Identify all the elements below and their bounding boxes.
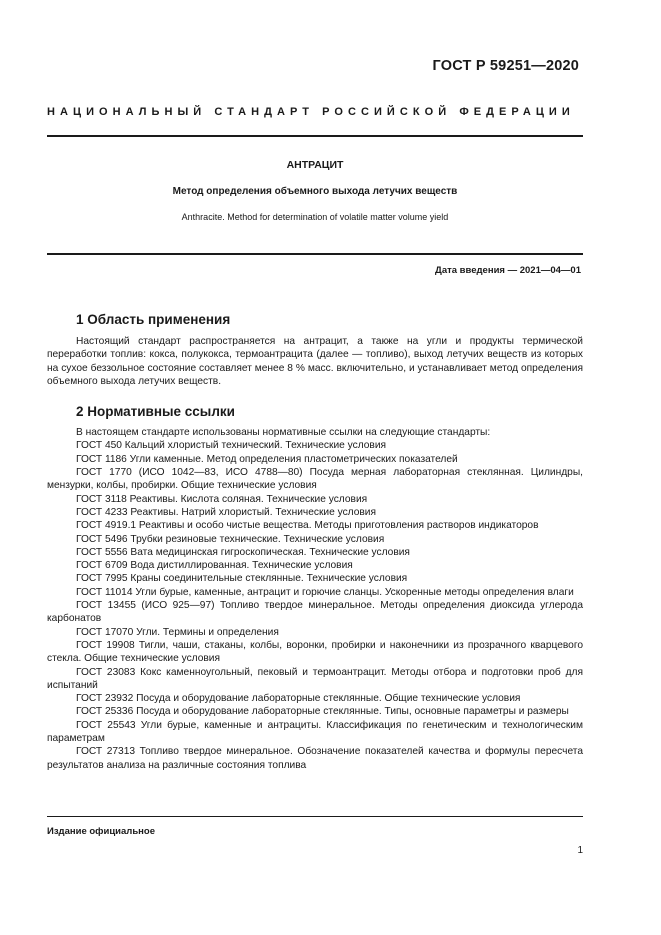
reference-item: ГОСТ 5496 Трубки резиновые технические. Технические условия — [76, 533, 385, 545]
reference-item: ГОСТ 13455 (ИСО 925—97) Топливо твердое минеральное. Методы определения диоксида углерода карбонатов — [47, 600, 583, 625]
reference-item: ГОСТ 6709 Вода дистиллированная. Технические условия — [76, 560, 353, 572]
reference-item: ГОСТ 1186 Угли каменные. Метод определения пластометрических показателей — [76, 453, 458, 465]
reference-item: ГОСТ 23932 Посуда и оборудование лабораторные стеклянные. Общие технические условия — [76, 693, 521, 705]
reference-item: ГОСТ 5556 Вата медицинская гигроскопическая. Технические условия — [76, 546, 410, 558]
reference-item: ГОСТ 4233 Реактивы. Натрий хлористый. Технические условия — [76, 506, 377, 518]
references-intro: В настоящем стандарте использованы нормативные ссылки на следующие стандарты: — [76, 427, 491, 439]
reference-item: ГОСТ 23083 Кокс каменноугольный, пековый и термоантрацит. Методы отбора и подготовки проб для испытаний — [47, 666, 583, 691]
reference-item: ГОСТ 25336 Посуда и оборудование лабораторные стеклянные. Типы, основные параметры и размеры — [76, 706, 569, 718]
document-title: АНТРАЦИТ — [286, 159, 344, 171]
reference-item: ГОСТ 11014 Угли бурые, каменные, антрацит и горючие сланцы. Ускоренные методы определения влаги — [76, 586, 574, 598]
introduction-date: Дата введения — 2021—04—01 — [435, 265, 581, 276]
reference-item: ГОСТ 17070 Угли. Термины и определения — [76, 626, 279, 638]
gost-number: ГОСТ Р 59251—2020 — [432, 58, 579, 74]
english-title: Anthracite. Method for determination of volatile matter volume yield — [181, 212, 449, 222]
page-number: 1 — [577, 845, 583, 856]
document-body — [47, 312, 583, 772]
reference-item: ГОСТ 27313 Топливо твердое минеральное. Обозначение показателей качества и формулы пересчета результатов анализа на различные состояния топлива — [47, 746, 583, 771]
reference-item: ГОСТ 4919.1 Реактивы и особо чистые вещества. Методы приготовления растворов индикаторов — [76, 520, 539, 532]
reference-item: ГОСТ 1770 (ИСО 1042—83, ИСО 4788—80) Посуда мерная лабораторная стеклянная. Цилиндры, мензурки, колбы, пробирки. Общие технические условия — [47, 467, 583, 492]
reference-item: ГОСТ 7995 Краны соединительные стеклянные. Технические условия — [76, 573, 408, 585]
reference-item: ГОСТ 450 Кальций хлористый технический. Технические условия — [76, 440, 387, 452]
top-divider — [47, 135, 583, 137]
reference-item: ГОСТ 3118 Реактивы. Кислота соляная. Технические условия — [76, 493, 368, 505]
section-scope — [47, 312, 583, 388]
title-divider — [47, 253, 583, 255]
edition-label: Издание официальное — [47, 826, 155, 837]
section-references — [47, 404, 583, 772]
reference-item: ГОСТ 19908 Тигли, чаши, стаканы, колбы, воронки, пробирки и наконечники из прозрачного кварцевого стекла. Общие технические условия — [47, 639, 583, 665]
national-standard-banner: НАЦИОНАЛЬНЫЙ СТАНДАРТ РОССИЙСКОЙ ФЕДЕРАЦИИ — [47, 106, 575, 118]
section-heading-scope: 1 Область применения — [76, 312, 231, 327]
reference-item: ГОСТ 25543 Угли бурые, каменные и антрациты. Классификация по генетическим и технологическим параметрам — [47, 719, 583, 745]
footer-divider — [47, 816, 583, 817]
document-subtitle: Метод определения объемного выхода летучих веществ — [172, 186, 458, 197]
scope-paragraph: Настоящий стандарт распространяется на антрацит, а также на угли и продукты термической переработки топлив: кокса, полукокса, термоантрацита (далее — топливо), выход летучих веществ из которых на сухое беззольное состояние составляет менее 8 % масс. включительно, и устанавливает метод определения объемного выхода летучих веществ. — [47, 336, 583, 387]
section-heading-references: 2 Нормативные ссылки — [76, 404, 235, 420]
